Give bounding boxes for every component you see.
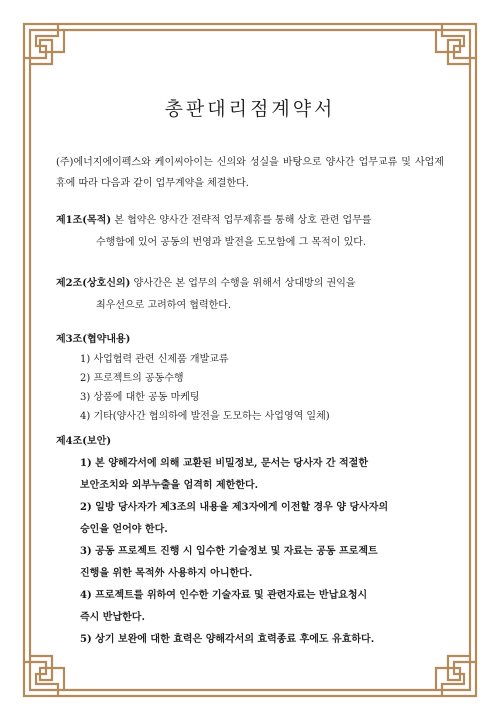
article-4-heading: 제4조(보안) [56, 436, 112, 447]
list-item-line1: 2) 일방 당사자가 제3조의 내용을 제3자에게 이전할 경우 양 당사자의 [80, 502, 389, 513]
intro-paragraph: (주)에너지에이펙스와 케이씨아이는 신의와 성실을 바탕으로 양사간 업무교류 및 사업제휴에 따라 다음과 같이 업무계약을 체결한다. [56, 157, 444, 189]
list-item: 3) 상품에 대한 공동 마케팅 [80, 392, 200, 403]
list-item [80, 629, 450, 651]
list-item-line1: 5) 상기 보완에 대한 효력은 양해각서의 효력종료 후에도 유효하다. [80, 634, 375, 645]
list-item-line2: 즉시 반납한다. [80, 612, 145, 623]
list-item-line1: 1) 본 양해각서에 의해 교환된 비밀정보, 문서는 당사자 간 적절한 [80, 458, 369, 469]
article-2 [56, 273, 444, 317]
list-item: 4) 기타(양사간 협의하에 발전을 도모하는 사업영역 일체) [80, 411, 330, 422]
list-item-line2: 승인을 얻어야 한다. [80, 524, 168, 535]
article-2-heading: 제2조(상호신의) [56, 278, 131, 289]
article-3-heading: 제3조(협약내용) [56, 334, 131, 345]
list-item [80, 585, 450, 629]
article-1 [56, 210, 444, 254]
list-item-line1: 3) 공동 프로젝트 진행 시 입수한 기술정보 및 자료는 공동 프로젝트 [80, 546, 378, 557]
document-title: 총판대리점계약서 [164, 98, 336, 120]
list-item-line1: 4) 프로젝트를 위하여 인수한 기술자료 및 관련자료는 반납요청시 [80, 590, 368, 601]
article-2-line2: 최우선으로 고려하여 협력한다. [96, 300, 232, 311]
list-item-line2: 진행을 위한 목적外 사용하지 아니한다. [80, 568, 253, 579]
list-item [80, 453, 450, 497]
list-item [80, 541, 450, 585]
article-1-line1: 본 협약은 양사간 전략적 업무제휴를 통해 상호 관련 업무를 [114, 215, 372, 226]
article-1-line2: 수행함에 있어 공동의 번영과 발전을 도모함에 그 목적이 있다. [96, 237, 367, 248]
contract-body [50, 60, 450, 660]
list-item [80, 497, 450, 541]
list-item: 2) 프로젝트의 공동수행 [80, 373, 184, 384]
article-2-line1: 양사간은 본 업무의 수행을 위해서 상대방의 권익을 [133, 278, 356, 289]
article-4-list [80, 453, 450, 651]
list-item: 1) 사업협력 관련 신제품 개발교류 [80, 354, 229, 365]
article-3-list [80, 350, 450, 426]
article-1-heading: 제1조(목적) [56, 215, 112, 226]
list-item-line2: 보안조치와 외부누출을 엄격히 제한한다. [80, 480, 259, 491]
